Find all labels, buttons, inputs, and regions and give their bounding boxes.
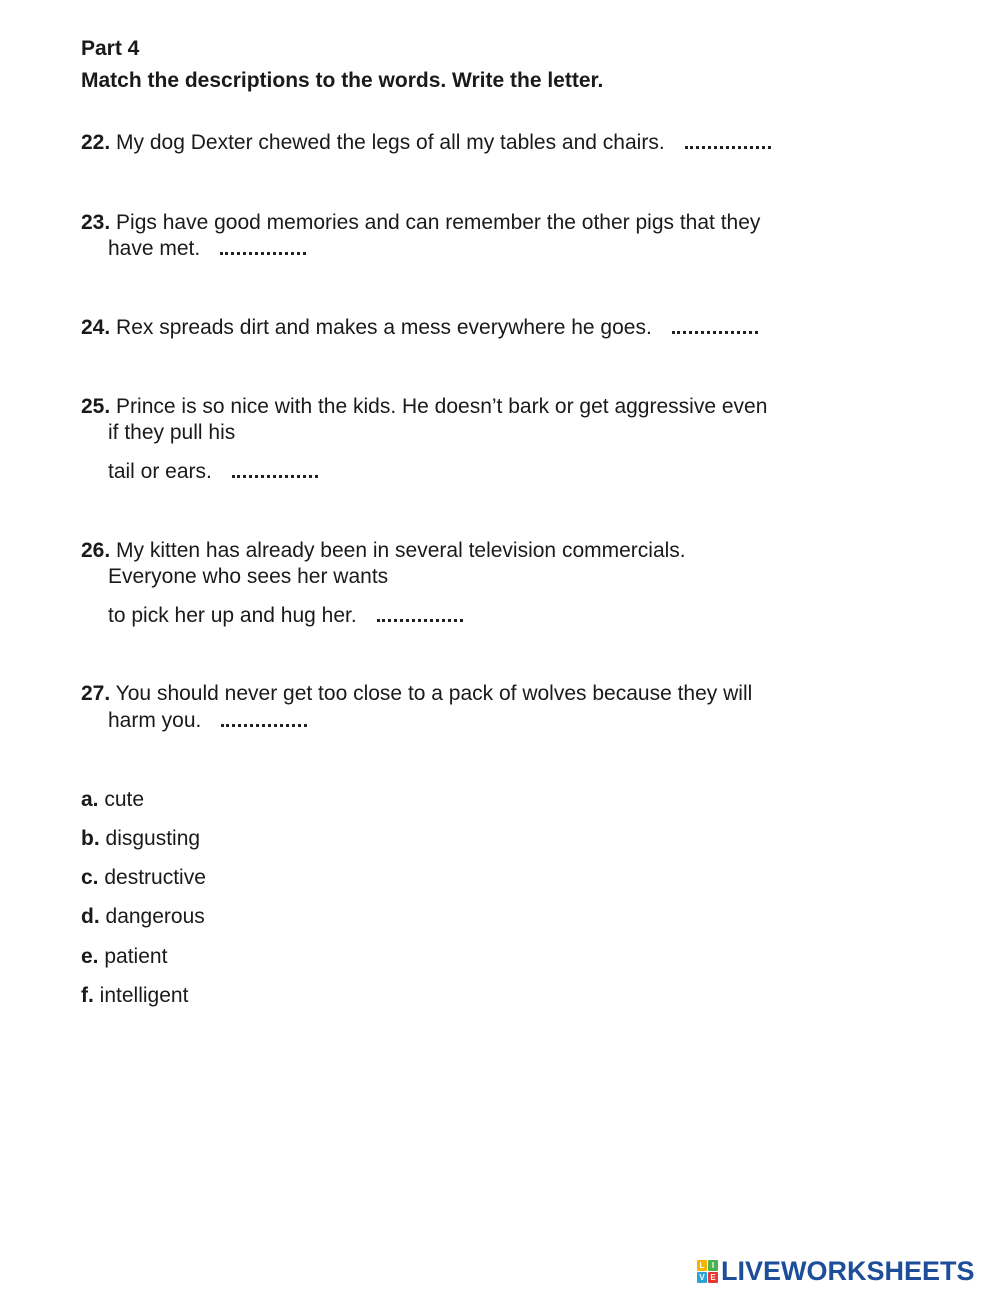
option-word: intelligent — [99, 984, 189, 1007]
option-e — [81, 944, 167, 970]
logo-block: L — [697, 1260, 707, 1271]
question-text: harm you. — [108, 709, 202, 732]
option-letter: f. — [81, 984, 94, 1007]
option-letter: d. — [81, 905, 100, 928]
option-letter: b. — [81, 827, 100, 850]
option-word: patient — [104, 945, 168, 968]
question-26 — [81, 538, 686, 564]
question-text: Rex spreads dirt and makes a mess everywhere he goes. — [116, 316, 652, 339]
question-23 — [81, 210, 760, 236]
option-letter: a. — [81, 788, 99, 811]
question-number: 27. — [81, 682, 111, 705]
answer-blank-23[interactable] — [220, 236, 306, 255]
option-d — [81, 904, 205, 930]
question-number: 26. — [81, 539, 111, 562]
question-27-cont — [108, 708, 307, 734]
question-22 — [81, 130, 771, 156]
logo-block: E — [708, 1272, 718, 1283]
question-23-cont — [108, 236, 306, 262]
question-25-cont — [108, 420, 235, 446]
option-word: cute — [104, 788, 145, 811]
question-26-cont — [108, 564, 388, 590]
part-title: Part 4 — [81, 37, 140, 60]
question-text: Prince is so nice with the kids. He doesn’t bark or get aggressive even — [116, 395, 768, 418]
question-text: Pigs have good memories and can remember the other pigs that they — [116, 211, 761, 234]
question-text: tail or ears. — [108, 460, 212, 483]
question-24 — [81, 315, 758, 341]
option-a — [81, 787, 144, 813]
question-25-cont2 — [108, 459, 318, 485]
option-f — [81, 983, 188, 1009]
option-b — [81, 826, 200, 852]
answer-blank-27[interactable] — [221, 708, 307, 727]
option-word: destructive — [104, 866, 206, 889]
instructions: Match the descriptions to the words. Write the letter. — [81, 69, 604, 92]
answer-blank-22[interactable] — [685, 130, 771, 149]
option-letter: e. — [81, 945, 99, 968]
question-number: 24. — [81, 316, 111, 339]
question-text: Everyone who sees her wants — [108, 565, 389, 588]
question-27 — [81, 681, 752, 707]
question-number: 23. — [81, 211, 111, 234]
question-text: if they pull his — [108, 421, 236, 444]
question-number: 22. — [81, 131, 111, 154]
question-25 — [81, 394, 767, 420]
question-text: My kitten has already been in several television commercials. — [116, 539, 686, 562]
question-text: have met. — [108, 237, 201, 260]
liveworksheets-logo — [697, 1256, 975, 1286]
question-26-cont2 — [108, 603, 463, 629]
option-word: dangerous — [105, 905, 205, 928]
answer-blank-26[interactable] — [377, 603, 463, 622]
logo-block: I — [708, 1260, 718, 1271]
logo-block: V — [697, 1272, 707, 1283]
option-letter: c. — [81, 866, 99, 889]
question-text: My dog Dexter chewed the legs of all my tables and chairs. — [116, 131, 665, 154]
question-text: to pick her up and hug her. — [108, 604, 357, 627]
option-word: disgusting — [105, 827, 201, 850]
logo-blocks-icon — [697, 1260, 718, 1283]
logo-text: LIVEWORKSHEETS — [721, 1255, 975, 1286]
answer-blank-24[interactable] — [672, 315, 758, 334]
option-c — [81, 865, 206, 891]
answer-blank-25[interactable] — [232, 459, 318, 478]
question-text: You should never get too close to a pack of wolves because they will — [115, 682, 753, 705]
question-number: 25. — [81, 395, 111, 418]
